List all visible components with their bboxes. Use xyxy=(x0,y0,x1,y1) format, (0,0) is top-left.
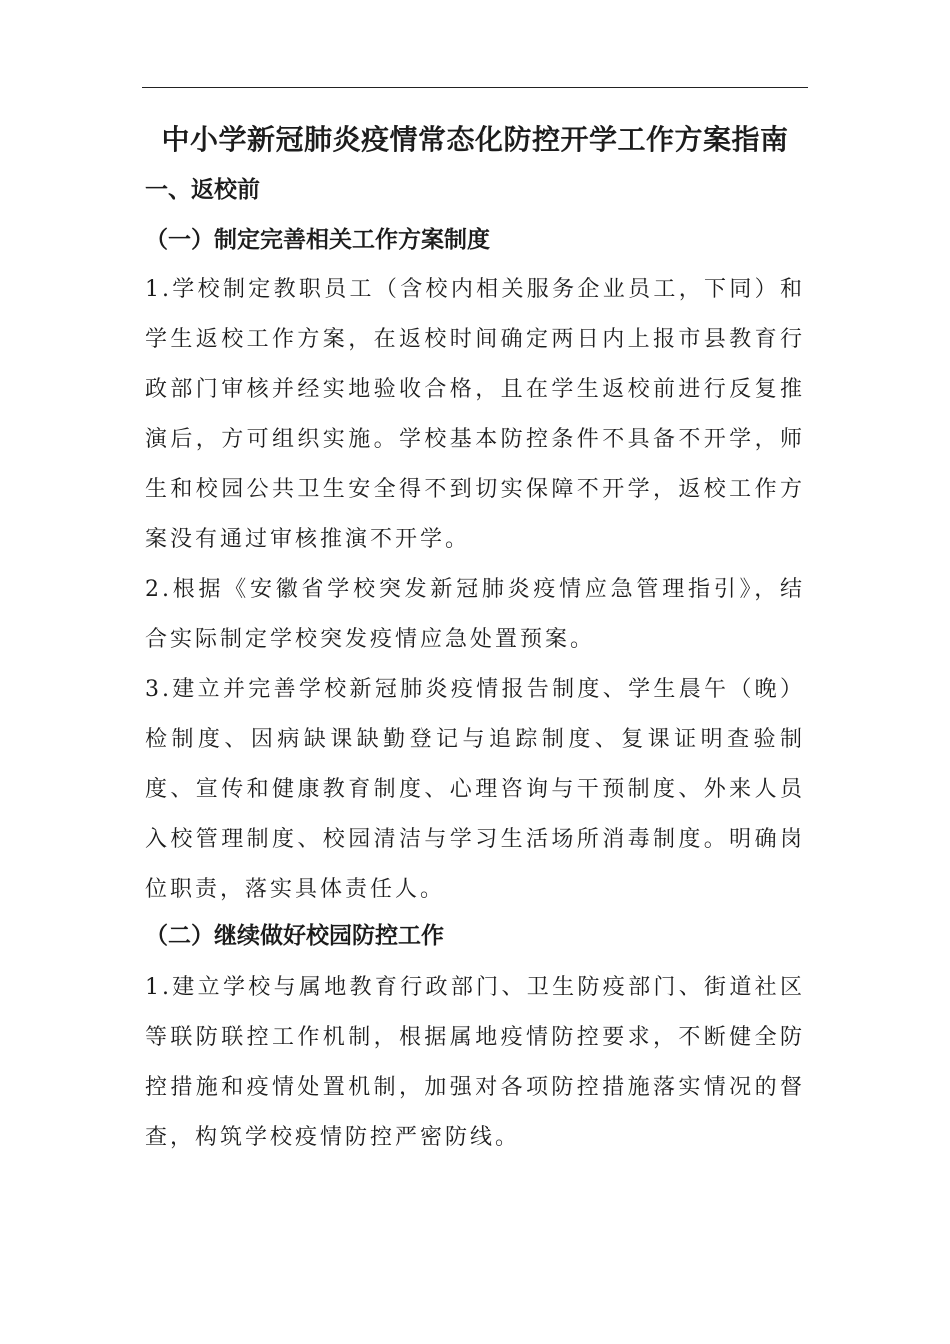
subsection-heading-1: （一）制定完善相关工作方案制度 xyxy=(145,227,490,253)
document-title: 中小学新冠肺炎疫情常态化防控开学工作方案指南 xyxy=(161,123,789,156)
paragraph-1-2: 2.根据《安徽省学校突发新冠肺炎疫情应急管理指引》，结合实际制定学校突发疫情应急处置预案。 xyxy=(145,577,805,652)
paragraph-1-1: 1.学校制定教职员工（含校内相关服务企业员工，下同）和学生返校工作方案，在返校时间确定两日内上报市县教育行政部门审核并经实地验收合格，且在学生返校前进行反复推演后，方可组织实施。学校基本防控条件不具备不开学，师生和校园公共卫生安全得不到切实保障不开学，返校工作方案没有通过审核推演不开学。 xyxy=(145,277,805,552)
section-heading-1: 一、返校前 xyxy=(145,177,260,203)
header-rule xyxy=(142,87,808,88)
paragraph-2-1: 1.建立学校与属地教育行政部门、卫生防疫部门、街道社区等联防联控工作机制，根据属地疫情防控要求，不断健全防控措施和疫情处置机制，加强对各项防控措施落实情况的督查，构筑学校疫情防控严密防线。 xyxy=(145,975,805,1150)
subsection-heading-2: （二）继续做好校园防控工作 xyxy=(145,923,444,949)
paragraph-1-3: 3.建立并完善学校新冠肺炎疫情报告制度、学生晨午（晚）检制度、因病缺课缺勤登记与追踪制度、复课证明查验制度、宣传和健康教育制度、心理咨询与干预制度、外来人员入校管理制度、校园清洁与学习生活场所消毒制度。明确岗位职责，落实具体责任人。 xyxy=(145,677,805,902)
